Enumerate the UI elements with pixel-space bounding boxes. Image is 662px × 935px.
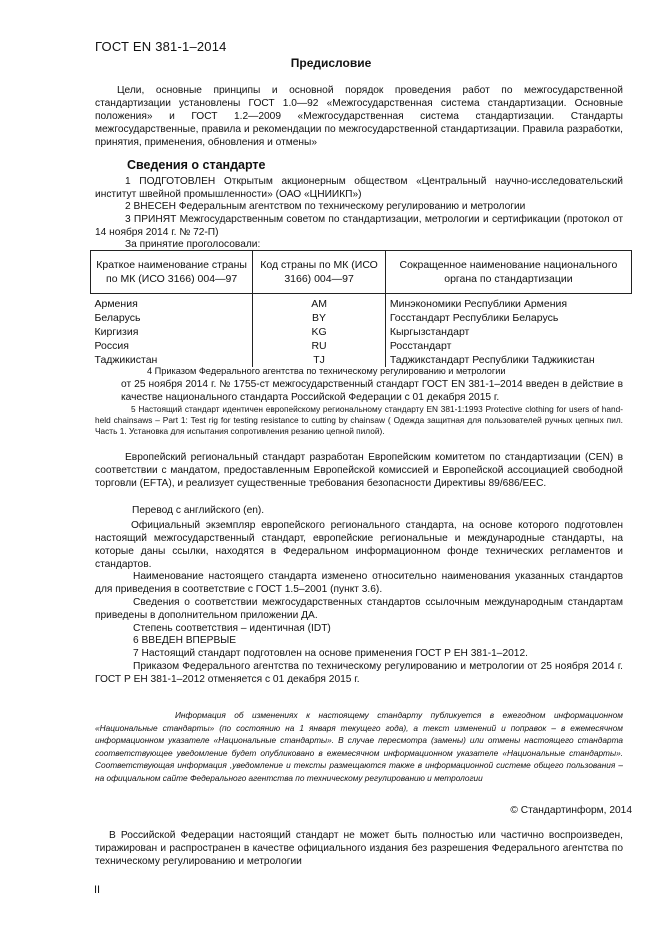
cell-body: Госстандарт Республики Беларусь — [389, 312, 559, 324]
header-country: Краткое наименование страны по МК (ИСО 3166) 004—97 — [91, 251, 253, 294]
item-3: 3 ПРИНЯТ Межгосударственным советом по стандартизации, метрологии и сертификации (протокол от 14 ноября 2014 г. № 72-П) — [95, 214, 623, 238]
cell-country: Беларусь — [91, 311, 253, 325]
cell-code: AM — [253, 294, 386, 312]
degree-line: Степень соответствия – идентичная (IDT) — [133, 623, 331, 634]
header-body: Сокращенное наименование национального органа по стандартизации — [385, 251, 631, 294]
cell-country: Киргизия — [91, 325, 253, 339]
cell-code: BY — [253, 311, 386, 325]
footer-paragraph: В Российской Федерации настоящий стандарт не может быть полностью или частично воспроизведен, тиражирован и распространен в качестве официального издания без разрешения Федерального агентства по техническому регулированию и метрологии — [95, 830, 623, 867]
item-4-line1: 4 Приказом Федерального агентства по техническому регулированию и метрологии — [147, 366, 506, 376]
item-1: 1 ПОДГОТОВЛЕН Открытым акционерным обществом «Центральный научно-исследовательский институт швейной промышленности» (ОАО «ЦНИИКП») — [95, 176, 623, 200]
cell-code: RU — [253, 339, 386, 353]
table-row — [91, 353, 632, 367]
euro-paragraph: Европейский региональный стандарт разработан Европейским комитетом по стандартизации (CEN) в соответствии с мандатом, предоставленным Европейской комиссией и Европейской ассоциацией свободной торговли (EFTA), и реализует существенные требования безопасности Директивы 89/686/ЕЕС. — [95, 452, 623, 489]
table-row — [91, 325, 632, 339]
page-number: II — [94, 884, 101, 896]
cell-code: KG — [253, 325, 386, 339]
table-header-row — [91, 251, 632, 294]
cell-country: Армения — [91, 294, 253, 312]
document-code: ГОСТ EN 381-1–2014 — [95, 39, 227, 54]
countries-table — [90, 250, 632, 367]
item-7: 7 Настоящий стандарт подготовлен на основе применения ГОСТ Р ЕН 381-1–2012. — [133, 648, 528, 659]
item-5: 5 Настоящий стандарт идентичен европейскому региональному стандарту EN 381-1:1993 Protective clothing for users of hand-held chainsaws – Part 1: Test rig for testing resistance to cutting by chainsaw ( Одежда защитная для пользователей ручных цепных пил. Часть 1. Установка для испытания сопротивления резанию цепной пилой). — [95, 404, 623, 436]
copyright: © Стандартинформ, 2014 — [510, 805, 632, 816]
page-title: Предисловие — [290, 56, 372, 70]
refs-paragraph: Сведения о соответствии межгосударственных стандартов ссылочным международным стандартам приведены в дополнительном приложении ДА. — [95, 597, 623, 621]
cell-code: TJ — [253, 353, 386, 367]
renamed-paragraph: Наименование настоящего стандарта изменено относительно наименования указанных стандартов для приведения в соответствие с ГОСТ 1.5–2001 (пункт 3.6). — [95, 571, 623, 595]
item-4-line2: от 25 ноября 2014 г. № 1755-ст межгосударственный стандарт ГОСТ EN 381-1–2014 введен в действие в качестве национального стандарта Российской Федерации с 01 декабря 2015 г. — [121, 379, 623, 403]
table-row — [91, 339, 632, 353]
table-row — [91, 311, 632, 325]
header-code: Код страны по МК (ИСО 3166) 004—97 — [253, 251, 386, 294]
table-row — [91, 294, 632, 312]
cell-body: Росстандарт — [389, 340, 452, 352]
notice-paragraph: Информация об изменениях к настоящему стандарту публикуется в ежегодном информационном «Национальные стандарты» (по состоянию на 1 января текущего года), а текст изменений и поправок – в ежемесячном информационном указателе «Национальные стандарты». В случае пересмотра (замены) или отмены настоящего стандарта соответствующее уведомление будет опубликовано в ежемесячном информационном указателе «Национальные стандарты». Соответствующая информация ,уведомление и тексты размещаются также в информационной системе общего пользования – на официальном сайте Федерального агентства по техническому регулированию и метрологии — [95, 710, 623, 783]
voted-label: За принятие проголосовали: — [125, 239, 261, 250]
section-heading: Сведения о стандарте — [127, 158, 266, 172]
item-2: 2 ВНЕСЕН Федеральным агентством по техническому регулированию и метрологии — [125, 201, 526, 212]
translation-note: Перевод с английского (en). — [132, 505, 265, 516]
official-paragraph: Официальный экземпляр европейского регионального стандарта, на основе которого подготовлен настоящий межгосударственный стандарт, европейские региональные и международные стандарты, на которые даны ссылки, находятся в Федеральном информационном фонде технических регламентов и стандартов. — [95, 520, 623, 570]
cell-country: Таджикистан — [91, 353, 253, 367]
cell-body: Кыргызстандарт — [389, 326, 470, 338]
cell-body: Минэкономики Республики Армения — [389, 298, 568, 310]
intro-paragraph: Цели, основные принципы и основной порядок проведения работ по межгосударственной стандартизации установлены ГОСТ 1.0—92 «Межгосударственная система стандартизации. Основные положения» и ГОСТ 1.2—2009 «Межгосударственная система стандартизации. Стандарты межгосударственные, правила и рекомендации по межгосударственной стандартизации. Правила разработки, принятия, применения, обновления и отмены» — [95, 85, 623, 148]
cell-body: Таджикстандарт Республики Таджикистан — [389, 354, 595, 366]
item-6: 6 ВВЕДЕН ВПЕРВЫЕ — [133, 635, 237, 646]
order-paragraph: Приказом Федерального агентства по техническому регулированию и метрологии от 25 ноября 2014 г. ГОСТ Р ЕН 381-1–2012 отменяется с 01 декабря 2015 г. — [95, 661, 623, 685]
cell-country: Россия — [91, 339, 253, 353]
